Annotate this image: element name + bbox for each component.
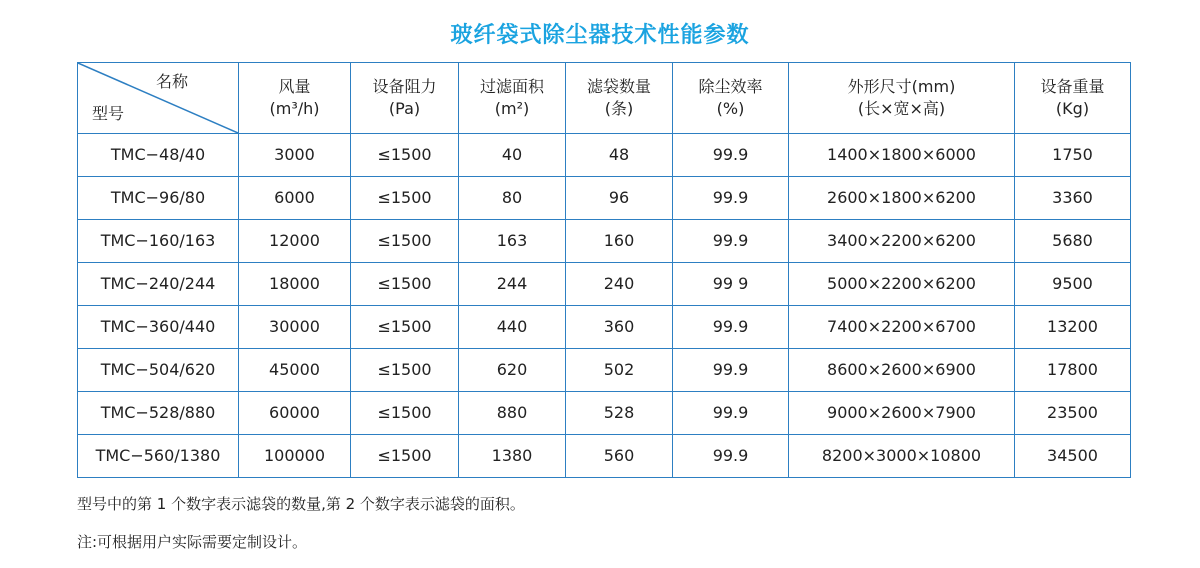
page-title: 玻纤袋式除尘器技术性能参数 [450, 23, 750, 48]
cell-model: TMC−96/80 [78, 177, 239, 220]
header-resistance-label: 设备阻力 [372, 77, 437, 96]
note-custom-design: 注:可根据用户实际需要定制设计。 [77, 533, 308, 551]
cell-airflow: 6000 [239, 177, 351, 220]
spec-table [77, 62, 1131, 478]
header-weight-unit: (Kg) [1055, 99, 1090, 118]
cell-filter-area: 880 [459, 392, 566, 435]
cell-filter-area: 244 [459, 263, 566, 306]
header-airflow-unit: (m³/h) [269, 99, 320, 118]
header-weight-label: 设备重量 [1040, 77, 1105, 96]
cell-weight: 5680 [1015, 220, 1131, 263]
cell-weight: 23500 [1015, 392, 1131, 435]
header-bag-count-unit: (条) [604, 99, 634, 118]
cell-resistance: ≤1500 [351, 177, 459, 220]
cell-filter-area: 163 [459, 220, 566, 263]
note-model-explanation: 型号中的第 1 个数字表示滤袋的数量,第 2 个数字表示滤袋的面积。 [77, 495, 525, 513]
cell-model: TMC−160/163 [78, 220, 239, 263]
table-row [78, 177, 1131, 220]
cell-efficiency: 99.9 [673, 220, 789, 263]
cell-airflow: 3000 [239, 134, 351, 177]
cell-dimensions: 8200×3000×10800 [789, 435, 1015, 478]
cell-model: TMC−528/880 [78, 392, 239, 435]
cell-weight: 34500 [1015, 435, 1131, 478]
cell-resistance: ≤1500 [351, 220, 459, 263]
header-efficiency [673, 63, 789, 134]
table-row [78, 349, 1131, 392]
cell-airflow: 18000 [239, 263, 351, 306]
cell-bag-count: 240 [566, 263, 673, 306]
cell-weight: 17800 [1015, 349, 1131, 392]
table-row [78, 220, 1131, 263]
header-dimensions-unit: (长×宽×高) [857, 99, 946, 118]
header-resistance [351, 63, 459, 134]
cell-bag-count: 160 [566, 220, 673, 263]
header-filter-area-unit: (m²) [494, 99, 530, 118]
cell-weight: 3360 [1015, 177, 1131, 220]
cell-filter-area: 1380 [459, 435, 566, 478]
cell-airflow: 100000 [239, 435, 351, 478]
cell-airflow: 12000 [239, 220, 351, 263]
cell-resistance: ≤1500 [351, 392, 459, 435]
header-dimensions [789, 63, 1015, 134]
cell-filter-area: 40 [459, 134, 566, 177]
cell-filter-area: 440 [459, 306, 566, 349]
cell-dimensions: 5000×2200×6200 [789, 263, 1015, 306]
cell-dimensions: 9000×2600×7900 [789, 392, 1015, 435]
cell-filter-area: 620 [459, 349, 566, 392]
table-row [78, 134, 1131, 177]
header-dimensions-label: 外形尺寸(mm) [847, 77, 956, 96]
cell-airflow: 60000 [239, 392, 351, 435]
table-row [78, 392, 1131, 435]
cell-bag-count: 502 [566, 349, 673, 392]
cell-resistance: ≤1500 [351, 134, 459, 177]
cell-efficiency: 99.9 [673, 177, 789, 220]
cell-bag-count: 528 [566, 392, 673, 435]
cell-weight: 13200 [1015, 306, 1131, 349]
cell-bag-count: 96 [566, 177, 673, 220]
header-weight [1015, 63, 1131, 134]
header-filter-area [459, 63, 566, 134]
header-efficiency-unit: (%) [716, 99, 745, 118]
corner-label-name: 名称 [155, 72, 188, 91]
header-resistance-unit: (Pa) [388, 99, 421, 118]
table-row [78, 306, 1131, 349]
header-bag-count [566, 63, 673, 134]
cell-efficiency: 99 9 [673, 263, 789, 306]
cell-model: TMC−240/244 [78, 263, 239, 306]
cell-bag-count: 48 [566, 134, 673, 177]
cell-dimensions: 1400×1800×6000 [789, 134, 1015, 177]
corner-label-model: 型号 [92, 104, 125, 123]
cell-bag-count: 360 [566, 306, 673, 349]
cell-filter-area: 80 [459, 177, 566, 220]
cell-model: TMC−360/440 [78, 306, 239, 349]
corner-header-cell [78, 63, 239, 134]
cell-efficiency: 99.9 [673, 134, 789, 177]
cell-resistance: ≤1500 [351, 263, 459, 306]
cell-weight: 1750 [1015, 134, 1131, 177]
cell-dimensions: 7400×2200×6700 [789, 306, 1015, 349]
cell-efficiency: 99.9 [673, 435, 789, 478]
cell-airflow: 30000 [239, 306, 351, 349]
cell-efficiency: 99.9 [673, 349, 789, 392]
header-filter-area-label: 过滤面积 [479, 77, 544, 96]
cell-model: TMC−560/1380 [78, 435, 239, 478]
cell-weight: 9500 [1015, 263, 1131, 306]
cell-resistance: ≤1500 [351, 306, 459, 349]
cell-airflow: 45000 [239, 349, 351, 392]
header-efficiency-label: 除尘效率 [698, 77, 763, 96]
cell-dimensions: 8600×2600×6900 [789, 349, 1015, 392]
table-row [78, 435, 1131, 478]
cell-efficiency: 99.9 [673, 306, 789, 349]
cell-dimensions: 2600×1800×6200 [789, 177, 1015, 220]
cell-efficiency: 99.9 [673, 392, 789, 435]
table-row [78, 263, 1131, 306]
cell-resistance: ≤1500 [351, 349, 459, 392]
header-bag-count-label: 滤袋数量 [586, 77, 651, 96]
cell-model: TMC−504/620 [78, 349, 239, 392]
cell-dimensions: 3400×2200×6200 [789, 220, 1015, 263]
notes [77, 492, 525, 568]
header-row [78, 63, 1131, 134]
cell-bag-count: 560 [566, 435, 673, 478]
cell-model: TMC−48/40 [78, 134, 239, 177]
table-body [78, 134, 1131, 478]
header-airflow [239, 63, 351, 134]
cell-resistance: ≤1500 [351, 435, 459, 478]
header-airflow-label: 风量 [278, 77, 311, 96]
